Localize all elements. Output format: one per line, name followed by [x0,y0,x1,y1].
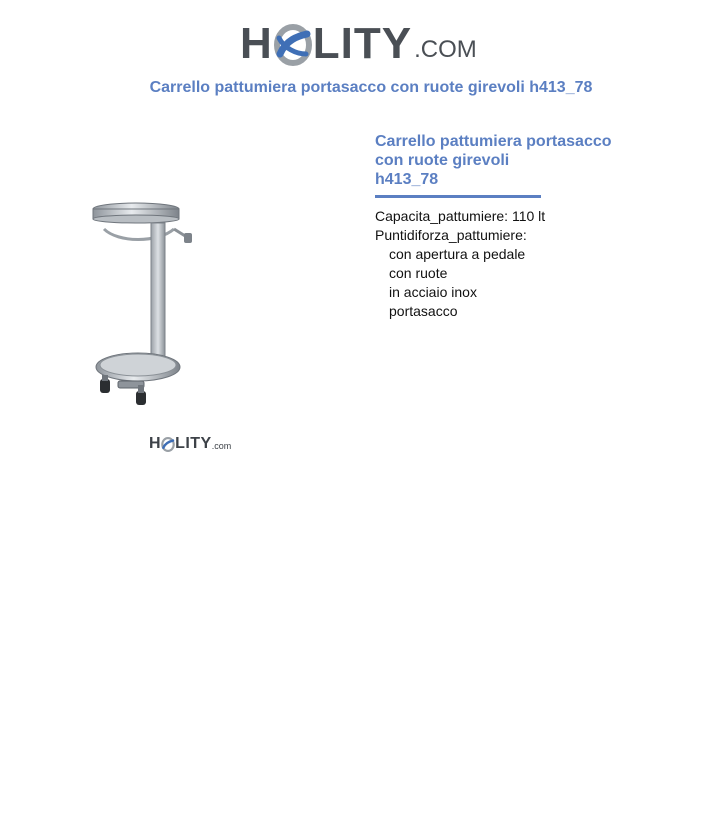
waste-bin-trolley-icon [78,195,208,415]
watermark-letter-h: H [149,435,162,452]
list-item: in acciaio inox [389,284,477,300]
list-item: con apertura a pedale [389,246,526,262]
watermark-suffix: .com [211,441,232,451]
logo-letters-lity: LITY [312,19,413,68]
page-title: Carrello pattumiera portasacco con ruote girevoli h413_78 [149,79,593,96]
spec-features-label: Puntidiforza_pattumiere: [375,227,527,243]
product-detail [375,132,675,321]
spec-capacity: Capacita_pattumiere: 110 lt [375,208,546,224]
product-image [78,195,208,415]
product-title-line: con ruote girevoli [375,152,510,169]
logo-suffix: .COM [414,36,477,63]
watermark-logo [149,432,231,452]
list-item: portasacco [389,303,458,319]
logo-wordmark [240,19,413,68]
title-divider [375,195,541,198]
site-logo[interactable] [240,12,480,66]
swoosh-o-icon [161,436,175,452]
watermark-letters-lity: LITY [175,435,212,452]
swoosh-o-icon [274,22,312,66]
logo-letter-h: H [240,19,273,68]
product-title-line: h413_78 [375,171,439,188]
product-title [375,132,675,189]
product-title-line: Carrello pattumiera portasacco [375,133,612,150]
spec-features-list [375,245,675,321]
list-item: con ruote [389,265,448,281]
